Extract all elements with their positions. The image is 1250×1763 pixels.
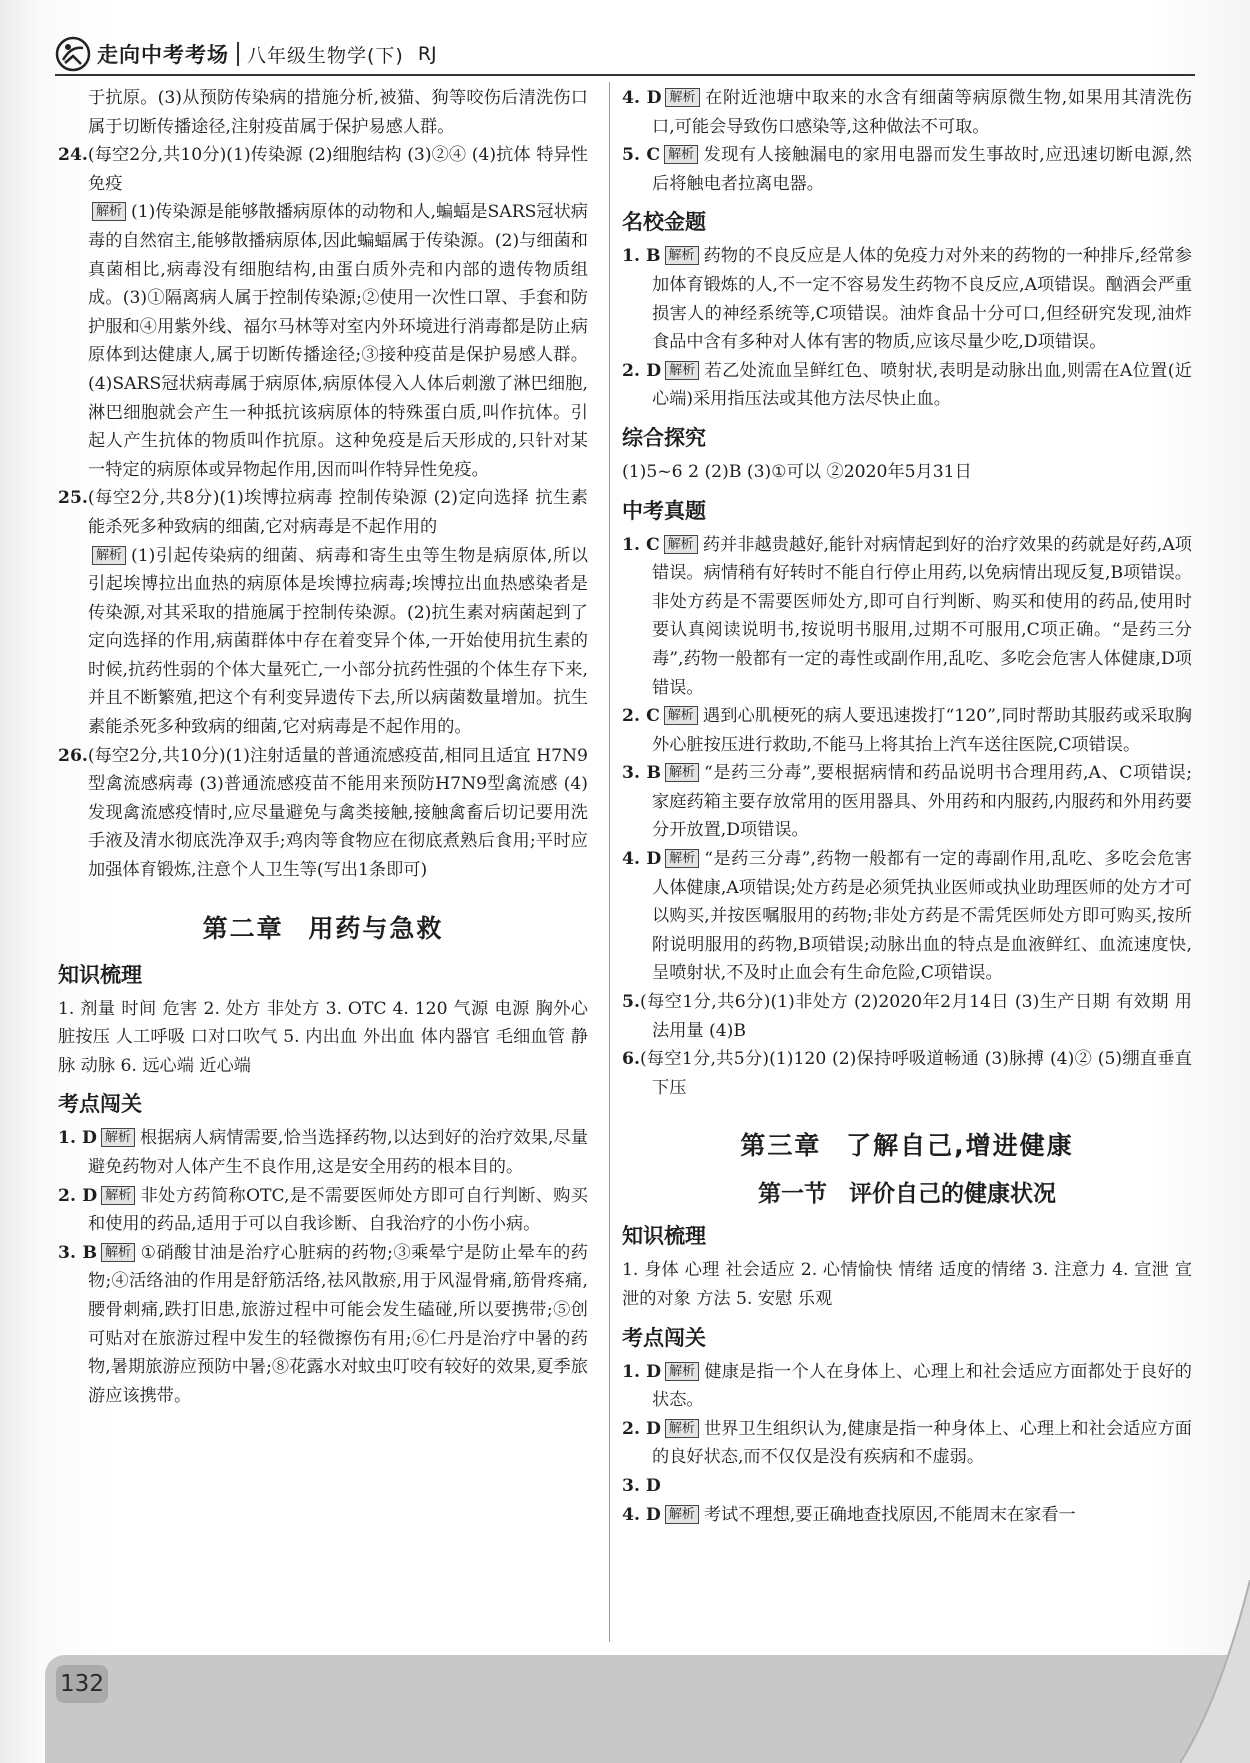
list-item: [622, 1358, 1192, 1415]
question-25: [58, 484, 588, 541]
question-24: [58, 141, 588, 198]
item-text: “是药三分毒”,要根据病情和药品说明书合理用药,A、C项错误;家庭药箱主要存放常用的医用器具、外用药和内服药,内服药和外用药要分开放置,D项错误。: [652, 763, 1192, 841]
chapter-3-title: 第三章 了解自己,增进健康: [740, 1131, 1074, 1161]
list-item: [58, 1182, 588, 1239]
item-number: 2. D: [58, 1185, 98, 1206]
item-text: 非处方药简称OTC,是不需要医师处方即可自行判断、购买和使用的药品,适用于可以自我诊断、自我治疗的小伤小病。: [88, 1185, 588, 1235]
header-separator: [237, 42, 239, 66]
logo-icon: [55, 36, 91, 72]
subject-label: 八年级生物学(下): [247, 44, 404, 67]
section-title: 知识梳理: [622, 1224, 706, 1249]
item-number: 2. D: [622, 1418, 661, 1439]
item-text: (每空1分,共6分)(1)非处方 (2)2020年2月14日 (3)生产日期 有效期 用法用量 (4)B: [639, 992, 1192, 1041]
question-number: 24.: [58, 145, 88, 166]
edition-label: RJ: [417, 43, 437, 65]
answer-text: (每空2分,共10分)(1)传染源 (2)细胞结构 (3)②④ (4)抗体 特异性免疫: [87, 145, 588, 194]
question-number: 25.: [58, 488, 88, 509]
question-number: 26.: [58, 745, 88, 766]
header-rule: [55, 74, 1195, 76]
analysis-tag: 解析: [665, 88, 699, 107]
list-item: [622, 242, 1192, 356]
item-text: 遇到心肌梗死的病人要迅速拨打“120”,同时帮助其服药或采取胸外心脏按压进行救助,不能马上将其抬上汽车送往医院,C项错误。: [652, 706, 1192, 755]
item-text: 药并非越贵越好,能针对病情起到好的治疗效果的药就是好药,A项错误。病情稍有好转时不能自行停止用药,以免病情出现反复,B项错误。非处方药是不需要医师处方,即可自行判断、购买和使用的药品,使用时要认真阅读说明书,按说明书服用,过期不可服用,C项正确。“是药三分毒”,药物一般都有一定的毒性或副作用,乱吃、多吃会危害人体健康,D项错误。: [652, 534, 1192, 698]
item-text: 健康是指一个人在身体上、心理上和社会适应方面都处于良好的状态。: [652, 1361, 1192, 1411]
section-title: 中考真题: [622, 498, 706, 523]
page-number: 132: [56, 1665, 108, 1703]
analysis-25: [58, 542, 588, 742]
list-item: [622, 759, 1192, 845]
item-number: 1. D: [58, 1128, 97, 1149]
analysis-tag: 解析: [665, 849, 699, 868]
section-title: 知识梳理: [58, 962, 142, 987]
analysis-tag: 解析: [665, 1419, 699, 1438]
analysis-text: (1)引起传染病的细菌、病毒和寄生虫等生物是病原体,所以引起埃博拉出血热的病原体是埃博拉病毒;埃博拉出血热感染者是传染源,对其采取的措施属于控制传染源。(2)抗生素对病菌起到了定向选择的作用,病菌群体中存在着变异个体,一开始使用抗生素的时候,抗药性弱的个体大量死亡,一小部分抗药性强的个体生存下来,并且不断繁殖,把这个有利变异遗传下去,所以病菌数量增加。抗生素能杀死多种致病的细菌,它对病毒是不起作用的。: [88, 545, 588, 738]
item-text: “是药三分毒”,药物一般都有一定的毒副作用,乱吃、多吃会危害人体健康,A项错误;处方药是必须凭执业医师或执业助理医师的处方才可以购买,并按医嘱服用的药物;非处方药是不需凭医师处方即可购买,按所附说明服用的药物,B项错误;动脉出血的特点是血液鲜红、血流速度快,呈喷射状,不及时止血会有生命危险,C项错误。: [652, 849, 1192, 984]
item-number: 6.: [622, 1049, 640, 1070]
item-text: 发现有人接触漏电的家用电器而发生事故时,应迅速切断电源,然后将触电者拉离电器。: [652, 145, 1192, 194]
list-item: [622, 988, 1192, 1045]
item-text: (每空1分,共5分)(1)120 (2)保持呼吸道畅通 (3)脉搏 (4)② (5)绷直垂直下压: [639, 1049, 1192, 1098]
item-number: 1. B: [622, 246, 661, 267]
analysis-tag: 解析: [101, 1128, 135, 1147]
item-number: 2. C: [622, 706, 660, 727]
item-number: 4. D: [622, 88, 662, 108]
analysis-tag: 解析: [664, 535, 698, 554]
item-text: 世界卫生组织认为,健康是指一种身体上、心理上和社会适应方面的良好状态,而不仅仅是没有疾病和不虚弱。: [652, 1418, 1192, 1468]
section-1-title: 第一节 评价自己的健康状况: [757, 1181, 1056, 1208]
answer-text: (每空2分,共8分)(1)埃博拉病毒 控制传染源 (2)定向选择 抗生素能杀死多种致病的细菌,它对病毒是不起作用的: [87, 488, 588, 537]
analysis-tag: 解析: [92, 546, 126, 565]
analysis-tag: 解析: [664, 706, 698, 725]
item-number: 1. D: [622, 1361, 662, 1382]
chapter-2-title: 第二章 用药与急救: [202, 913, 444, 943]
section-title: 考点闯关: [58, 1092, 142, 1117]
item-number: 4. D: [622, 849, 662, 870]
list-item: [622, 702, 1192, 759]
list-item: [622, 141, 1192, 198]
column-divider: [609, 82, 610, 1642]
item-text: 考试不理想,要正确地查找原因,不能周末在家看一: [703, 1504, 1076, 1525]
analysis-text: (1)传染源是能够散播病原体的动物和人,蝙蝠是SARS冠状病毒的自然宿主,能够散播病原体,因此蝙蝠属于传染源。(2)与细菌和真菌相比,病毒没有细胞结构,由蛋白质外壳和内部的遗传物质组成。(3)①隔离病人属于控制传染源;②使用一次性口罩、手套和防护服和④用紫外线、福尔马林等对室内外环境进行消毒都是防止病原体到达健康人,属于切断传播途径;③接种疫苗是保护易感人群。(4)SARS冠状病毒属于病原体,病原体侵入人体后刺激了淋巴细胞,淋巴细胞就会产生一种抵抗该病原体的特殊蛋白质,叫作抗体。引起人产生抗体的物质叫作抗原。这种免疫是后天形成的,只针对某一特定的病原体或异物起作用,因而叫作特异性免疫。: [88, 202, 588, 480]
list-item: [58, 1239, 588, 1411]
list-item: [622, 1415, 1192, 1472]
item-number: 4. D: [622, 1504, 661, 1525]
item-number: 1. C: [622, 534, 660, 555]
item-number: 3. B: [58, 1242, 98, 1263]
item-number: 3. B: [622, 763, 662, 784]
paragraph: 于抗原。(3)从预防传染病的措施分析,被猫、狗等咬伤后清洗伤口属于切断传播途径,注射疫苗属于保护易感人群。: [88, 88, 588, 137]
footer-band: [45, 1655, 1250, 1763]
item-text: 若乙处流血呈鲜红色、喷射状,表明是动脉出血,则需在A位置(近心端)采用指压法或其他方法尽快止血。: [652, 360, 1192, 410]
item-number: 2. D: [622, 360, 662, 381]
list-item: [622, 531, 1192, 703]
question-26: [58, 742, 588, 885]
item-text: ①硝酸甘油是治疗心脏病的药物;③乘晕宁是防止晕车的药物;④活络油的作用是舒筋活络,祛风散瘀,用于风湿骨痛,筋骨疼痛,腰骨刺痛,跌打旧患,旅游过程中可能会发生磕碰,所以要携带;⑤创可贴对在旅游过程中发生的轻微擦伤有用;⑥仁丹是治疗中暑的药物,暑期旅游应预防中暑;⑧花露水对蚊虫叮咬有较好的效果,夏季旅游应该携带。: [88, 1242, 588, 1406]
list-item: [622, 1472, 1192, 1501]
answer-text: (每空2分,共10分)(1)注射适量的普通流感疫苗,相同且适宜 H7N9型禽流感病毒 (3)普通流感疫苗不能用来预防H7N9型禽流感 (4)发现禽流感疫情时,应尽量避免与禽类接触,接触禽畜后切记要用洗手液及清水彻底洗净双手;鸡肉等食物应在彻底煮熟后食用;平时应加强体育锻炼,注意个人卫生等(写出1条即可): [87, 745, 588, 881]
item-number: 5. C: [622, 145, 661, 166]
knowledge-summary: 1. 剂量 时间 危害 2. 处方 非处方 3. OTC 4. 120 气源 电源 胸外心脏按压 人工呼吸 口对口吹气 5. 内出血 外出血 体内器官 毛细血管 静脉 动脉 6. 远心端 近心端: [58, 998, 588, 1076]
item-text: 药物的不良反应是人体的免疫力对外来的药物的一种排斥,经常参加体育锻炼的人,不一定不容易发生药物不良反应,A项错误。酗酒会严重损害人的神经系统等,C项错误。油炸食品十分可口,但经研究发现,油炸食品中含有多种对人体有害的物质,应该尽量少吃,D项错误。: [652, 246, 1192, 353]
explore-answer: (1)5~6 2 (2)B (3)①可以 ②2020年5月31日: [622, 461, 972, 482]
brand-title: 走向中考考场: [97, 43, 229, 67]
analysis-24: [58, 198, 588, 484]
item-number: 5.: [622, 992, 640, 1013]
analysis-tag: 解析: [665, 1505, 699, 1524]
analysis-tag: 解析: [665, 1362, 699, 1381]
section-title: 综合探究: [622, 425, 706, 450]
analysis-tag: 解析: [101, 1186, 135, 1205]
item-text: 在附近池塘中取来的水含有细菌等病原微生物,如果用其清洗伤口,可能会导致伤口感染等,这种做法不可取。: [652, 88, 1192, 137]
list-item: [622, 357, 1192, 414]
right-column: [622, 84, 1192, 1529]
analysis-tag: 解析: [92, 202, 126, 221]
analysis-tag: 解析: [101, 1243, 135, 1262]
analysis-tag: 解析: [665, 246, 699, 265]
list-item: [58, 1124, 588, 1181]
page-header: [55, 34, 437, 74]
analysis-tag: 解析: [665, 763, 699, 782]
list-item: [622, 1501, 1192, 1530]
analysis-tag: 解析: [665, 361, 699, 380]
list-item: [622, 1045, 1192, 1102]
list-item: [622, 845, 1192, 988]
list-item: [622, 84, 1192, 141]
item-text: 根据病人病情需要,恰当选择药物,以达到好的治疗效果,尽量避免药物对人体产生不良作用,这是安全用药的根本目的。: [88, 1128, 588, 1177]
item-number: 3. D: [622, 1475, 661, 1496]
knowledge-summary: 1. 身体 心理 社会适应 2. 心情愉快 情绪 适度的情绪 3. 注意力 4. 宣泄 宣泄的对象 方法 5. 安慰 乐观: [622, 1260, 1192, 1309]
section-title: 名校金题: [622, 210, 706, 235]
page-curl-icon: [1180, 1580, 1250, 1763]
analysis-tag: 解析: [664, 145, 698, 164]
left-column: [58, 84, 588, 1410]
section-title: 考点闯关: [622, 1325, 706, 1350]
